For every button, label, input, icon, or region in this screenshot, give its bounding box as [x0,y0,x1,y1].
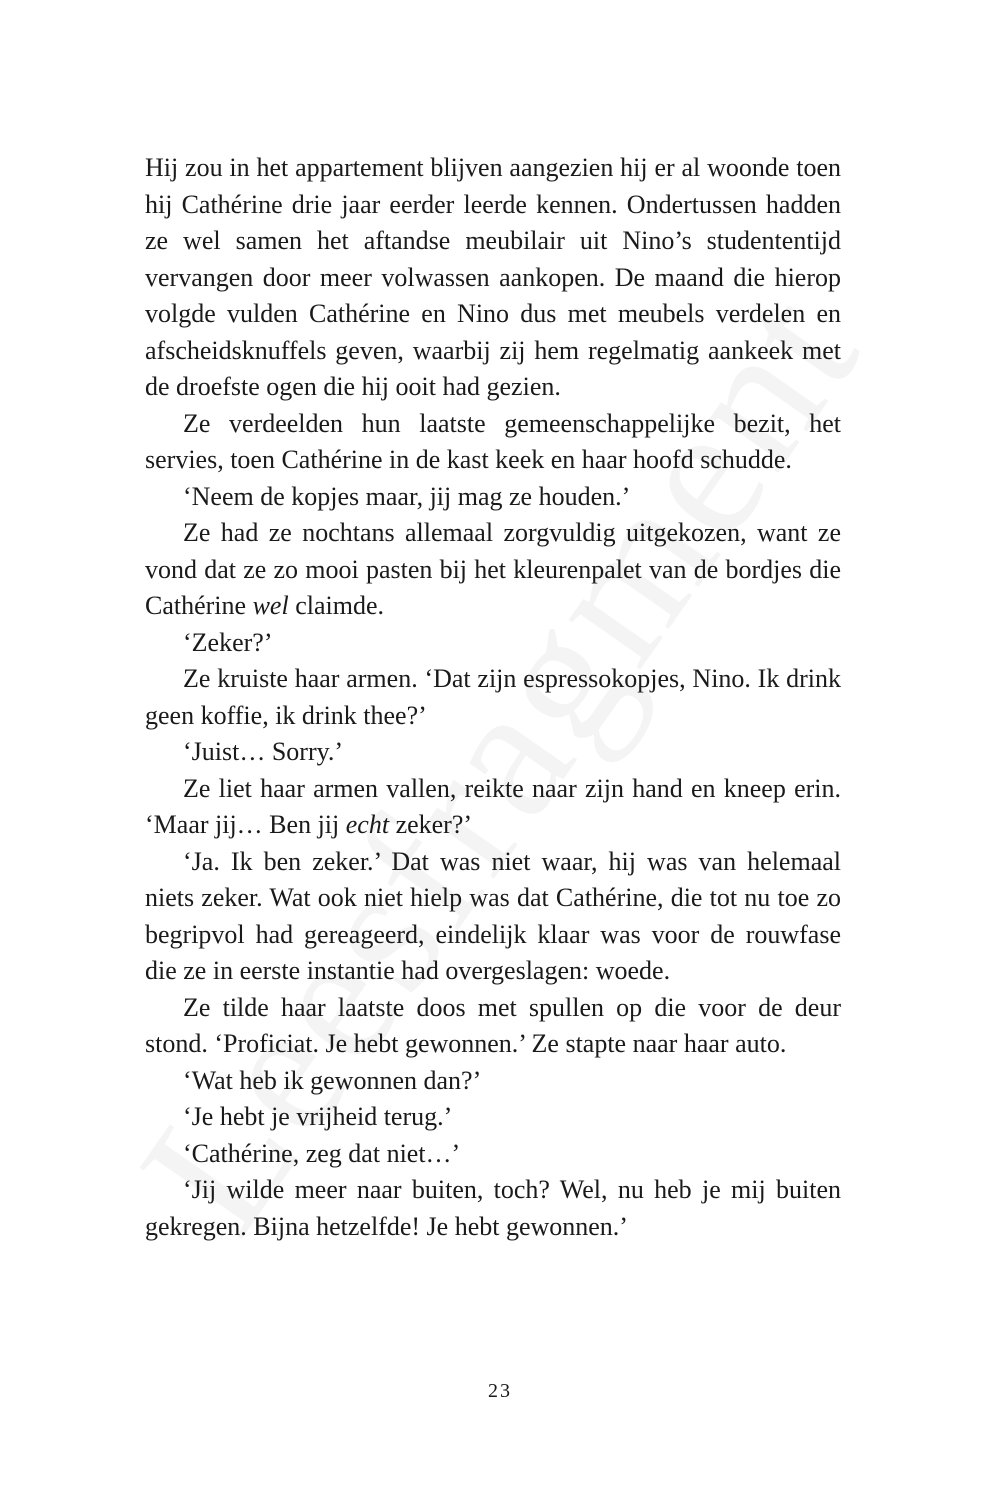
page-number: 23 [488,1380,512,1402]
paragraph [145,990,841,1063]
text-segment: zeker?’ [389,810,473,839]
paragraph [145,625,841,662]
paragraph [145,1172,841,1245]
text-segment: ‘Neem de kopjes maar, jij mag ze houden.’ [183,481,631,511]
text-segment: Ze liet haar armen vallen, reikte naar zijn hand en kneep erin. ‘Maar jij… Ben jij [145,773,841,839]
text-segment: Ze kruiste haar armen. ‘Dat zijn espressokopjes, Nino. Ik drink geen koffie, ik drink thee?’ [145,664,841,730]
italic-emphasis: wel [252,591,289,620]
paragraph [145,734,841,771]
text-segment: ‘Je hebt je vrijheid terug.’ [183,1102,453,1131]
paragraph [145,150,841,406]
paragraph [145,661,841,734]
paragraph [145,406,841,479]
paragraph [145,1099,841,1136]
text-segment: Ze had ze nochtans allemaal zorgvuldig uitgekozen, want ze vond dat ze zo mooi pasten bij het kleurenpalet van de bordjes die Cathérine [145,518,841,620]
body-text [145,150,841,1245]
paragraph [145,479,841,516]
text-segment: ‘Ja. Ik ben zeker.’ Dat was niet waar, hij was van helemaal niets zeker. Wat ook niet hielp was dat Cathérine, die tot nu toe zo begripvol had gereageerd, eindelijk klaar was voor de rouwfase die ze in eerste instantie had overgeslagen: woede. [145,846,841,985]
paragraph [145,1136,841,1173]
paragraph [145,771,841,844]
text-segment: ‘Wat heb ik gewonnen dan?’ [183,1065,482,1095]
text-segment: ‘Juist… Sorry.’ [183,737,344,766]
text-segment: ‘Cathérine, zeg dat niet…’ [183,1138,461,1168]
paragraph [145,1063,841,1100]
paragraph [145,844,841,990]
paragraph [145,515,841,625]
text-segment: claimde. [288,591,384,620]
text-segment: Ze verdeelden hun laatste gemeenschappelijke bezit, het servies, toen Cathérine in de kast keek en haar hoofd schudde. [145,408,841,474]
text-segment: Ze tilde haar laatste doos met spullen op die voor de deur stond. ‘Proficiat. Je hebt gewonnen.’ Ze stapte naar haar auto. [145,992,841,1058]
text-segment: Hij zou in het appartement blijven aangezien hij er al woonde toen hij Cathérine drie jaar eerder leerde kennen. Ondertussen hadden ze wel samen het aftandse meubilair uit Nino’s studententijd vervangen door meer volwassen aankopen. De maand die hierop volgde vulden Cathérine en Nino dus met meubels verdelen en afscheidsknuffels geven, waarbij zij hem regelmatig aankeek met de droefste ogen die hij ooit had gezien. [145,153,841,401]
text-segment: ‘Jij wilde meer naar buiten, toch? Wel, nu heb je mij buiten gekregen. Bijna hetzelfde! Je hebt gewonnen.’ [145,1175,841,1241]
text-segment: ‘Zeker?’ [183,627,273,657]
italic-emphasis: echt [345,810,390,839]
